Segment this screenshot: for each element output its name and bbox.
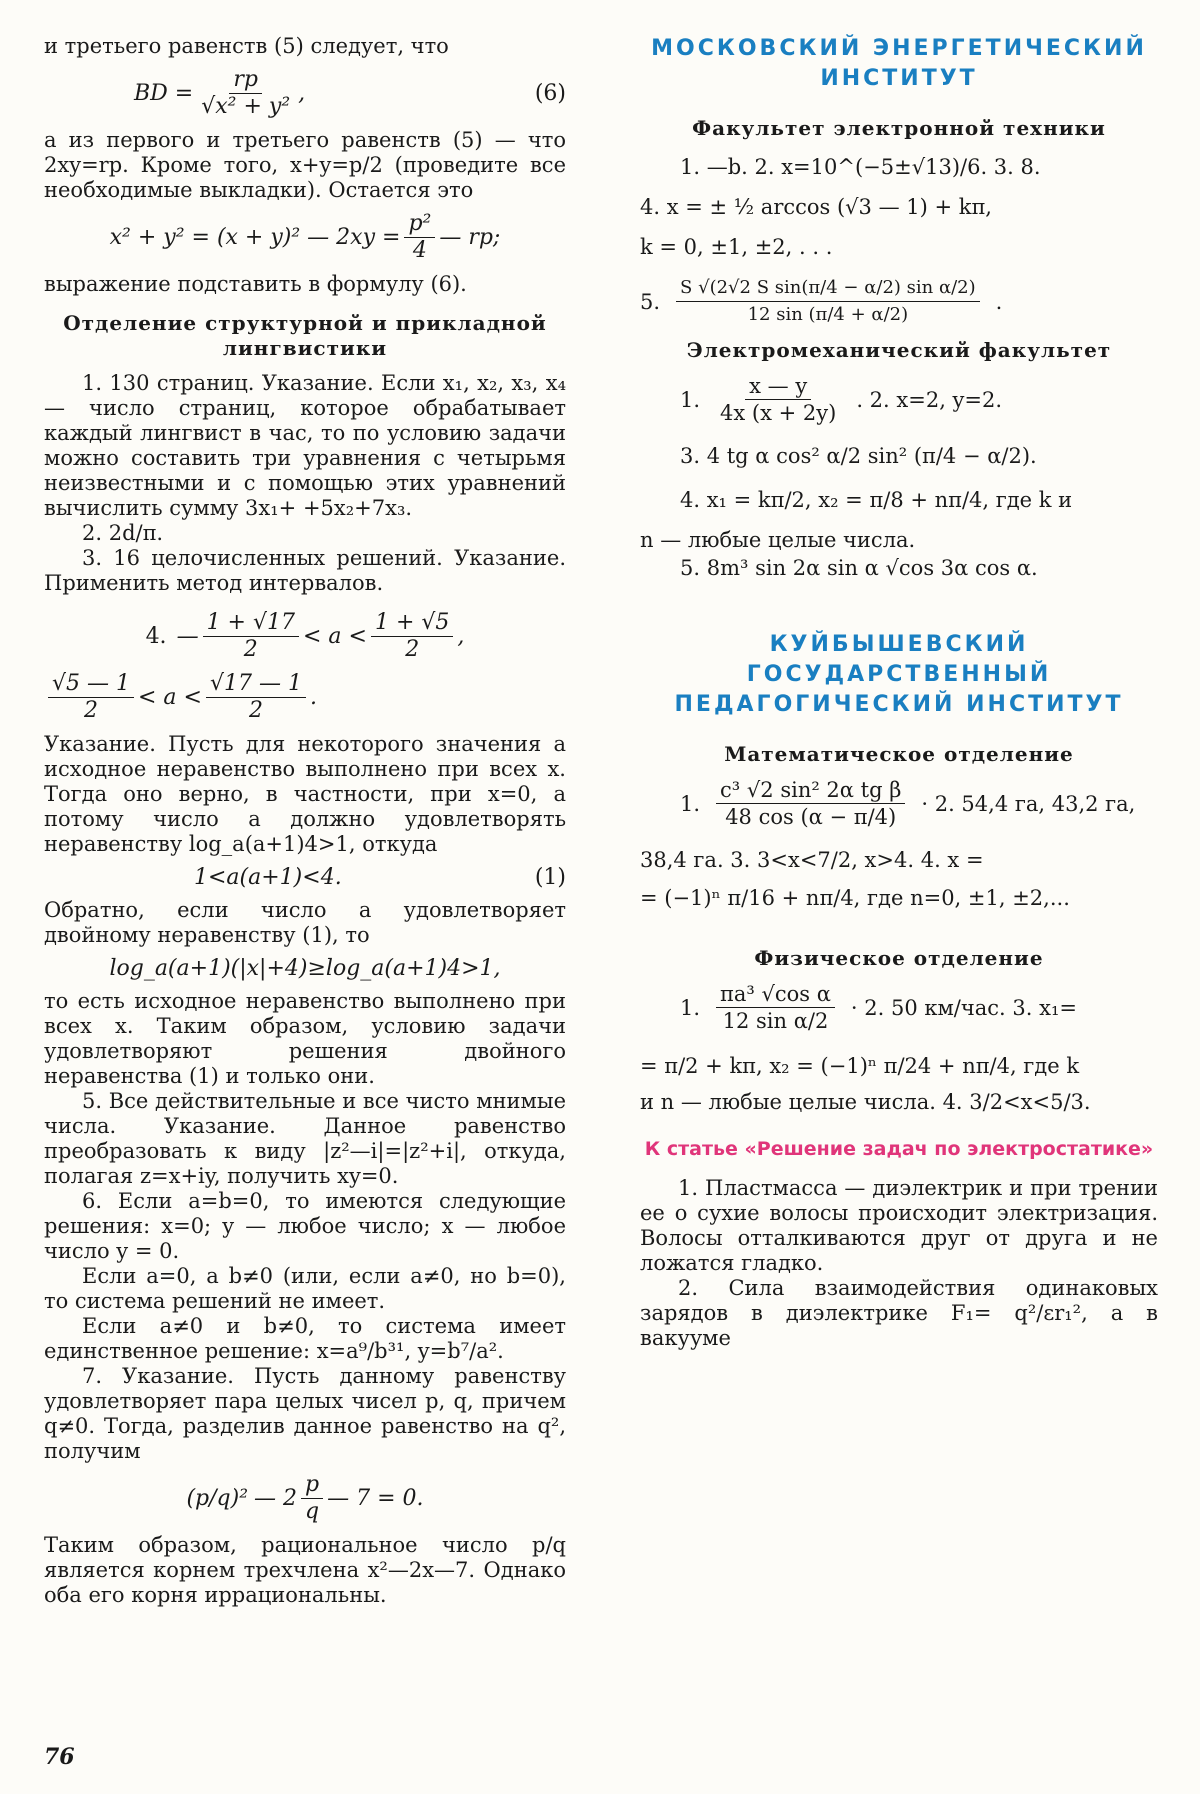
phys-item-1-label: 1. [680, 995, 701, 1020]
formula-6-fraction [197, 67, 294, 120]
fet-line-3: k = 0, ±1, ±2, . . . [640, 235, 833, 259]
item-7: 7. Указание. Пусть данному равенству удовлетворяет пара целых чисел p, q, причем q≠0. Тогда, разделив данное равенство на q², получим [44, 1364, 566, 1463]
paragraph-2: выражение подставить в формулу (6). [44, 272, 467, 296]
item-4-frac-a-den: 2 [243, 637, 258, 662]
math-item-1-num: c³ √2 sin² 2α tg β [716, 777, 905, 804]
item-6c: Если a≠0 и b≠0, то система имеет единственное решение: x=a⁹/b³¹, y=b⁷/a². [44, 1314, 566, 1363]
section-title-linguistics: Отделение структурной и прикладной лингвистики [63, 311, 547, 360]
item-4-frac-d-den: 2 [248, 698, 263, 723]
item-4-line-1 [44, 610, 566, 663]
formula-pq-den: q [305, 1499, 320, 1524]
phys-item-1-fraction [716, 981, 835, 1034]
item-4-frac-b-num: 1 + √5 [371, 610, 453, 637]
formula-sq-rhs: — rp; [439, 225, 501, 250]
page-number: 76 [44, 1744, 75, 1770]
item-1: 1. 130 страниц. Указание. Если x₁, x₂, x₃, x₄ — число страниц, которое обрабатывает каждый лингвист в час, то по условию задачи можно составить три уравнения с четырьмя неизвестными и с помощью этих уравнений вычислить сумму 3x₁+ +5x₂+7x₃. [44, 371, 566, 520]
fet-item-5-fraction [676, 275, 980, 328]
item-4-frac-a-num: 1 + √17 [203, 610, 299, 637]
formula-log-body: log_a(a+1)(|x|+4)≥log_a(a+1)4>1, [109, 956, 501, 981]
emf-line-3: 3. 4 tg α cos² α/2 sin² (π/4 − α/2). [680, 444, 1037, 468]
paragraph-1: а из первого и третьего равенств (5) — что 2xy=rp. Кроме того, x+y=p/2 (проведите все необходимые выкладки). Остается это [44, 128, 566, 202]
formula-pq-num: p [301, 1472, 323, 1499]
phys-item-1-num: πa³ √cos α [716, 981, 835, 1008]
math-item-1-label: 1. [680, 791, 701, 816]
hint-4: Указание. Пусть для некоторого значения a исходное неравенство выполнено при всех x. Тогда оно верно, в частности, при x=0, а потому число a должно удовлетворять неравенству log_a(a+1)4>1, откуда [44, 732, 566, 856]
formula-pq-fraction [301, 1472, 323, 1525]
emf-line-1-rest: . 2. x=2, y=2. [856, 387, 1003, 412]
item-4-label: 4. [145, 624, 167, 649]
math-item-1-rest: · 2. 54,4 га, 43,2 га, [921, 791, 1136, 816]
formula-sq-fraction [404, 211, 435, 264]
fet-item-5 [640, 275, 1158, 328]
formula-sq-num: p² [404, 211, 435, 238]
paragraph-5: Таким образом, рациональное число p/q является корнем трехчлена x²—2x—7. Однако оба его корня иррациональны. [44, 1533, 566, 1607]
formula-1-label: (1) [534, 865, 566, 890]
mei-title: МОСКОВСКИЙ ЭНЕРГЕТИЧЕСКИЙ ИНСТИТУТ [651, 36, 1147, 91]
fet-title: Факультет электронной техники [692, 116, 1106, 140]
article-item-1: 1. Пластмасса — диэлектрик и при трении ее о сухие волосы происходит электризация. Волосы отталкиваются друг от друга и не ложатся гладко. [640, 1176, 1158, 1275]
math-item-1-fraction [716, 777, 905, 830]
formula-pq-lhs: (p/q)² [186, 1486, 249, 1511]
math-line-3: = (−1)ⁿ π/16 + nπ/4, где n=0, ±1, ±2,... [640, 886, 1070, 910]
emf-line-4b: n — любые целые числа. [640, 528, 916, 552]
paragraph-4: то есть исходное неравенство выполнено при всех x. Таким образом, условию задачи удовлетворяют решения двойного неравенства (1) и только они. [44, 989, 566, 1088]
kgpi-title: КУЙБЫШЕВСКИЙ ГОСУДАРСТВЕННЫЙ ПЕДАГОГИЧЕСКИЙ ИНСТИТУТ [674, 632, 1124, 717]
item-2: 2. 2d/π. [82, 521, 164, 545]
math-item-1-den: 48 cos (α − π/4) [725, 805, 897, 829]
math-line-2: 38,4 га. 3. 3<x<7/2, x>4. 4. x = [640, 848, 984, 872]
formula-pq-mid: — 2 [254, 1486, 298, 1511]
item-6b: Если a=0, а b≠0 (или, если a≠0, но b=0), то система решений не имеет. [44, 1264, 566, 1313]
math-title: Математическое отделение [724, 742, 1074, 766]
emf-line-4: 4. x₁ = kπ/2, x₂ = π/8 + nπ/4, где k и [680, 488, 1073, 512]
emf-line-1-den: 4x (x + 2y) [720, 401, 837, 425]
paragraph-3: Обратно, если число a удовлетворяет двойному неравенству (1), то [44, 898, 566, 947]
item-6a: 6. Если a=b=0, то имеются следующие решения: x=0; y — любое число; x — любое число y = 0. [44, 1189, 566, 1263]
item-4-frac-b-den: 2 [405, 637, 420, 662]
phys-title: Физическое отделение [754, 946, 1044, 970]
article-item-2: 2. Сила взаимодействия одинаковых зарядов в диэлектрике F₁= q²/εr₁², а в вакууме [640, 1276, 1158, 1350]
emf-line-5: 5. 8m³ sin 2α sin α √cos 3α cos α. [680, 556, 1038, 580]
phys-item-1-den: 12 sin α/2 [722, 1009, 829, 1033]
emf-line-1-num: x — y [745, 373, 811, 400]
item-4-frac-b [371, 610, 453, 663]
formula-6-comma: , [298, 81, 306, 106]
formula-6-num: rp [229, 67, 262, 94]
emf-title: Электромеханический факультет [686, 338, 1112, 362]
article-title: К статье «Решение задач по электростатике» [644, 1138, 1154, 1160]
formula-pq [44, 1472, 566, 1525]
formula-6-label: (6) [534, 81, 566, 106]
emf-line-1 [640, 373, 1158, 426]
item-4-frac-c [48, 671, 134, 724]
item-4-frac-d [206, 671, 306, 724]
phys-item-1 [640, 981, 1158, 1034]
formula-pq-rhs: — 7 = 0. [327, 1486, 424, 1511]
intro-line: и третьего равенств (5) следует, что [44, 34, 449, 58]
formula-6-den: √x² + y² [201, 94, 291, 119]
phys-item-1-rest: · 2. 50 км/час. 3. x₁= [850, 995, 1077, 1020]
fet-item-5-num: S √(2√2 S sin(π/4 − α/2) sin α/2) [676, 275, 980, 302]
item-4-minus: — [176, 624, 199, 649]
formula-6-lhs: BD = [134, 81, 194, 106]
formula-1-body: 1<a(a+1)<4. [194, 865, 342, 890]
emf-line-1-fraction [716, 373, 840, 426]
item-4-mid-1: < a < [303, 624, 367, 649]
formula-sq-den: 4 [412, 238, 427, 263]
fet-line-2: 4. x = ± ½ arccos (√3 — 1) + kπ, [640, 195, 992, 219]
emf-line-1-label: 1. [680, 387, 701, 412]
item-4-end-2: . [309, 685, 317, 710]
formula-sq [44, 211, 566, 264]
item-4-frac-d-num: √17 — 1 [206, 671, 306, 698]
phys-line-2: = π/2 + kπ, x₂ = (−1)ⁿ π/24 + nπ/4, где k [640, 1054, 1080, 1078]
formula-6 [44, 67, 566, 120]
item-4-frac-c-num: √5 — 1 [48, 671, 134, 698]
item-3: 3. 16 целочисленных решений. Указание. Применить метод интервалов. [44, 546, 566, 595]
fet-item-5-den: 12 sin (π/4 + α/2) [747, 304, 909, 325]
fet-item-5-end: . [995, 289, 1003, 314]
item-4-frac-c-den: 2 [84, 698, 98, 723]
item-4-end-1: , [457, 624, 465, 649]
item-4-frac-a [203, 610, 299, 663]
formula-1 [44, 865, 566, 890]
right-column [640, 34, 1158, 1351]
item-4-mid-2: < a < [138, 685, 202, 710]
math-item-1 [640, 777, 1158, 830]
fet-line-1: 1. —b. 2. x=10^(−5±√13)/6. 3. 8. [680, 155, 1041, 179]
item-5: 5. Все действительные и все чисто мнимые числа. Указание. Данное равенство преобразовать к виду |z²—i|=|z²+i|, откуда, полагая z=x+iy, получить xy=0. [44, 1089, 566, 1188]
left-column [44, 34, 566, 1608]
fet-item-5-label: 5. [640, 289, 661, 314]
formula-sq-lhs: x² + y² = (x + y)² — 2xy = [109, 225, 401, 250]
formula-log [44, 956, 566, 981]
phys-line-3: и n — любые целые числа. 4. 3/2<x<5/3. [640, 1090, 1091, 1114]
item-4-line-2 [44, 671, 566, 724]
